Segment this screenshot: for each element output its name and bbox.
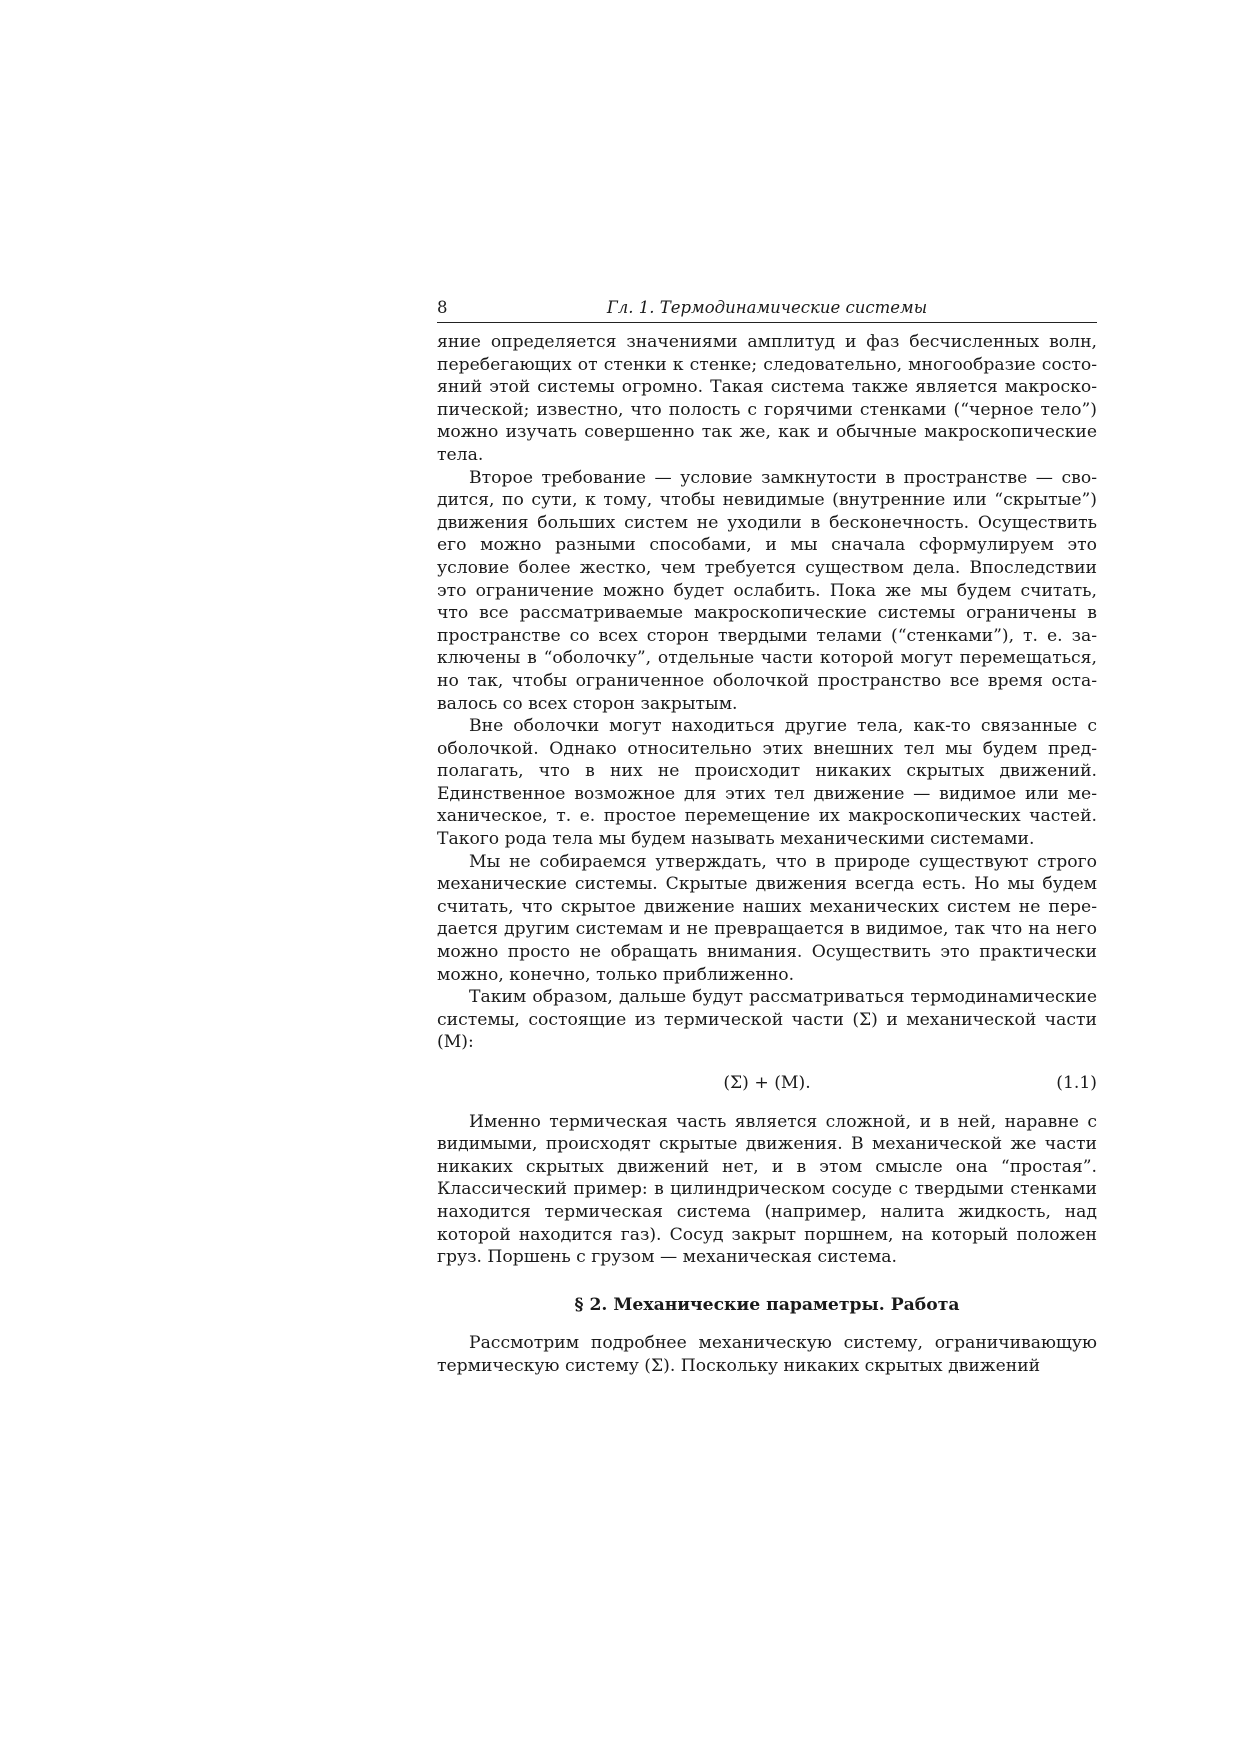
page-column <box>437 296 1097 1378</box>
page-number: 8 <box>437 298 448 317</box>
paragraph: Мы не собираемся утверждать, что в природе существуют строго механические системы. Скрытые движения всегда есть. Но мы будем считать, что скрытое движение наших механических систем не передается другим системам и не превращается в видимое, так что на него можно просто не обращать внимания. Осуществить это практически можно, конечно, только приближенно. <box>437 851 1097 985</box>
running-head <box>437 296 1097 323</box>
chapter-title: Гл. 1. Термодинамические системы <box>606 298 928 317</box>
paragraph: Именно термическая часть является сложной, и в ней, наравне с видимыми, происходят скрытые движения. В механической же части никаких скрытых движений нет, и в этом смысле она “простая”. Классический пример: в цилиндрическом сосуде с твердыми стенками находится термическая система (например, налита жидкость, над которой находится газ). Сосуд закрыт поршнем, на который положен груз. Поршень с грузом — механическая система. <box>437 1111 1097 1268</box>
equation <box>437 1072 1097 1095</box>
body-text <box>437 331 1097 1378</box>
paragraph: яние определяется значениями амплитуд и фаз бесчисленных волн, перебегающих от стенки к стенке; следовательно, многообразие состояний этой системы огромно. Такая система также является макроскопической; известно, что полость с горячими стенками (“черное тело”) можно изучать совершенно так же, как и обычные макроскопические тела. <box>437 332 1097 465</box>
equation-number: (1.1) <box>1056 1073 1097 1093</box>
paragraph: Таким образом, дальше будут рассматриваться термодинамические системы, состоящие из термической части (Σ) и механической части (M): <box>437 987 1097 1053</box>
paragraph: Вне оболочки могут находиться другие тела, как-то связанные с оболочкой. Однако относительно этих внешних тел мы будем предполагать, что в них не происходит никаких скрытых движений. Единственное возможное для этих тел движение — видимое или механическое, т. е. простое перемещение их макроскопических частей. Такого рода тела мы будем называть механическими системами. <box>437 716 1097 850</box>
paragraph: Рассмотрим подробнее механическую систему, ограничивающую термическую систему (Σ). Поскольку никаких скрытых движений <box>437 1333 1097 1376</box>
section-heading: § 2. Механические параметры. Работа <box>574 1294 960 1315</box>
paragraph: Второе требование — условие замкнутости в пространстве — сводится, по сути, к тому, чтобы невидимые (внутренние или “скрытые”) движения больших систем не уходили в бесконечность. Осуществить его можно разными способами, и мы сначала сформулируем это условие более жестко, чем требуется существом дела. Впоследствии это ограничение можно будет ослабить. Пока же мы будем считать, что все рассматриваемые макроскопические системы ограничены в пространстве со всех сторон твердыми телами (“стенками”), т. е. заключены в “оболочку”, отдельные части которой могут перемещаться, но так, чтобы ограниченное оболочкой пространство все время оставалось со всех сторон закрытым. <box>437 467 1097 714</box>
equation-formula: (Σ) + (M). <box>723 1073 811 1093</box>
